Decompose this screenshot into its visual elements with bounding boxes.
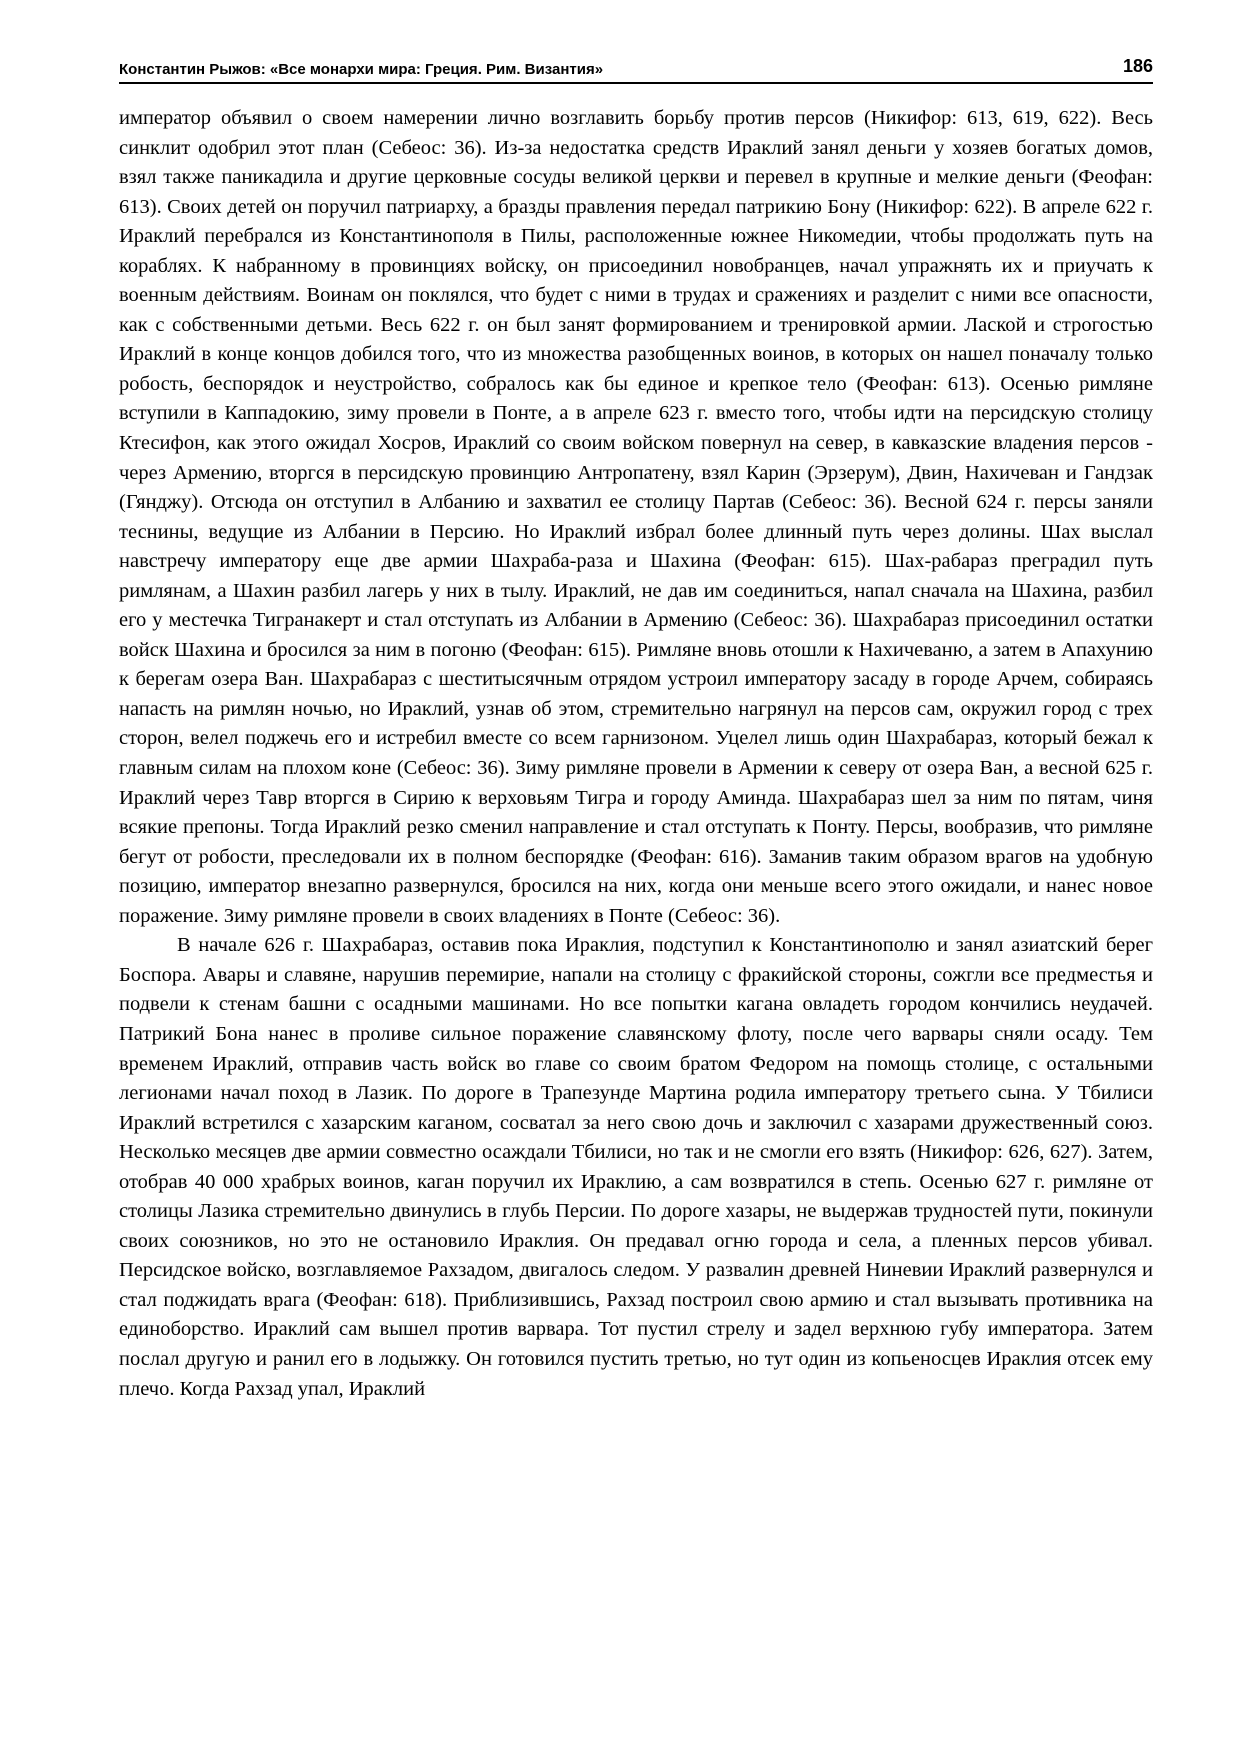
- paragraph-2: В начале 626 г. Шахрабараз, оставив пока Ираклия, подступил к Константинополю и занял азиатский берег Боспора. Авары и славяне, нарушив перемирие, напали на столицу с фракийской стороны, сожгли все предместья и подвели к стенам башни с осадными машинами. Но все попытки кагана овладеть городом кончились неудачей. Патрикий Бона нанес в проливе сильное поражение славянскому флоту, после чего варвары сняли осаду. Тем временем Ираклий, отправив часть войск во главе со своим братом Федором на помощь столице, с остальными легионами начал поход в Лазик. По дороге в Трапезунде Мартина родила императору третьего сына. У Тбилиси Ираклий встретился с хазарским каганом, сосватал за него свою дочь и заключил с хазарами дружественный союз. Несколько месяцев две армии совместно осаждали Тбилиси, но так и не смогли его взять (Никифор: 626, 627). Затем, отобрав 40 000 храбрых воинов, каган поручил их Ираклию, а сам возвратился в степь. Осенью 627 г. римляне от столицы Лазика стремительно двинулись в глубь Персии. По дороге хазары, не выдержав трудностей пути, покинули своих союзников, но это не остановило Ираклия. Он предавал огню города и села, а пленных персов убивал. Персидское войско, возглавляемое Рахзадом, двигалось следом. У развалин древней Ниневии Ираклий развернулся и стал поджидать врага (Феофан: 618). Приблизившись, Рахзад построил свою армию и стал вызывать противника на единоборство. Ираклий сам вышел против варвара. Тот пустил стрелу и задел верхнюю губу императора. Затем послал другую и ранил его в лодыжку. Он готовился пустить третью, но тут один из копьеносцев Ираклия отсек ему плечо. Когда Рахзад упал, Ираклий: [119, 934, 1153, 1400]
- page-number: 186: [1122, 56, 1153, 76]
- running-header: [119, 56, 1153, 84]
- body-text: [119, 104, 1153, 1404]
- header-title: Константин Рыжов: «Все монархи мира: Греция. Рим. Византия»: [119, 61, 604, 78]
- paragraph-1: император объявил о своем намерении лично возглавить борьбу против персов (Никифор: 613, 619, 622). Весь синклит одобрил этот план (Себеос: 36). Из-за недостатка средств Ираклий занял деньги у хозяев богатых домов, взял также паникадила и другие церковные сосуды великой церкви и перевел в крупные и мелкие деньги (Феофан: 613). Своих детей он поручил патриарху, а бразды правления передал патрикию Бону (Никифор: 622). В апреле 622 г. Ираклий перебрался из Константинополя в Пилы, расположенные южнее Никомедии, чтобы продолжать путь на кораблях. К набранному в провинциях войску, он присоединил новобранцев, начал упражнять их и приучать к военным действиям. Воинам он поклялся, что будет с ними в трудах и сражениях и разделит с ними все опасности, как с собственными детьми. Весь 622 г. он был занят формированием и тренировкой армии. Лаской и строгостью Ираклий в конце концов добился того, что из множества разобщенных воинов, в которых он нашел поначалу только робость, беспорядок и неустройство, собралось как бы единое и крепкое тело (Феофан: 613). Осенью римляне вступили в Каппадокию, зиму провели в Понте, а в апреле 623 г. вместо того, чтобы идти на персидскую столицу Ктесифон, как этого ожидал Хосров, Ираклий со своим войском повернул на север, в кавказские владения персов - через Армению, вторгся в персидскую провинцию Антропатену, взял Карин (Эрзерум), Двин, Нахичеван и Гандзак (Гянджу). Отсюда он отступил в Албанию и захватил ее столицу Партав (Себеос: 36). Весной 624 г. персы заняли теснины, ведущие из Албании в Персию. Но Ираклий избрал более длинный путь через долины. Шах выслал навстречу императору еще две армии Шахраба-раза и Шахина (Феофан: 615). Шах-рабараз преградил путь римлянам, а Шахин разбил лагерь у них в тылу. Ираклий, не дав им соединиться, напал сначала на Шахина, разбил его у местечка Тигранакерт и стал отступать из Албании в Армению (Себеос: 36). Шахрабараз присоединил остатки войск Шахина и бросился за ним в погоню (Феофан: 615). Римляне вновь отошли к Нахичеваню, а затем в Апахунию к берегам озера Ван. Шахрабараз с шеститысячным отрядом устроил императору засаду в городе Арчем, собираясь напасть на римлян ночью, но Ираклий, узнав об этом, стремительно нагрянул на персов сам, окружил город с трех сторон, велел поджечь его и истребил вместе со всем гарнизоном. Уцелел лишь один Шахрабараз, который бежал к главным силам на плохом коне (Себеос: 36). Зиму римляне провели в Армении к северу от озера Ван, а весной 625 г. Ираклий через Тавр вторгся в Сирию к верховьям Тигра и городу Аминда. Шахрабараз шел за ним по пятам, чиня всякие препоны. Тогда Ираклий резко сменил направление и стал отступать к Понту. Персы, вообразив, что римляне бегут от робости, преследовали их в полном беспорядке (Феофан: 616). Заманив таким образом врагов на удобную позицию, император внезапно развернулся, бросился на них, когда они меньше всего этого ожидали, и нанес новое поражение. Зиму римляне провели в своих владениях в Понте (Себеос: 36).: [119, 107, 1153, 927]
